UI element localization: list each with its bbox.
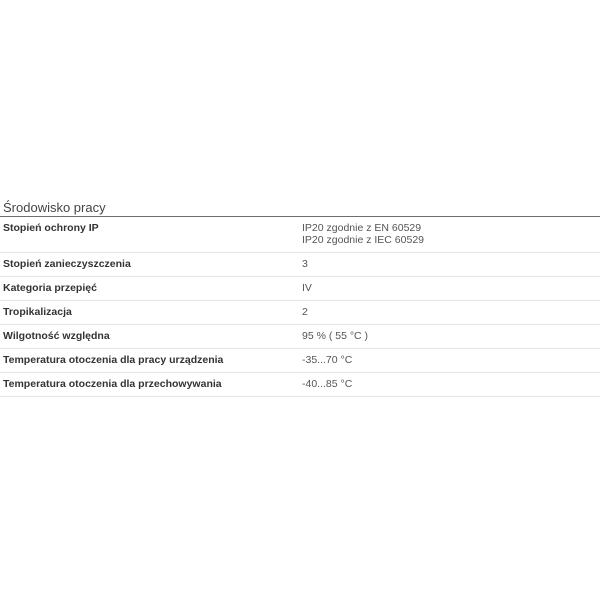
spec-value-line: 2: [302, 306, 308, 318]
spec-label: Stopień ochrony IP: [0, 217, 299, 253]
spec-label: Wilgotność względna: [0, 325, 299, 349]
spec-value: [299, 277, 600, 301]
spec-table: [0, 217, 600, 397]
spec-value-line: IP20 zgodnie z EN 60529: [302, 222, 422, 234]
table-row: [0, 253, 600, 277]
table-row: [0, 349, 600, 373]
spec-value: [299, 253, 600, 277]
spec-label: Kategoria przepięć: [0, 277, 299, 301]
spec-value-line: IP20 zgodnie z IEC 60529: [302, 234, 425, 246]
spec-value-line: 95 % ( 55 °C ): [302, 330, 369, 342]
spec-label: Stopień zanieczyszczenia: [0, 253, 299, 277]
section-title: Środowisko pracy: [0, 200, 600, 217]
spec-value: [299, 325, 600, 349]
spec-value-line: IV: [302, 282, 312, 294]
table-row: [0, 301, 600, 325]
table-row: [0, 277, 600, 301]
spec-value-line: -35...70 °C: [302, 354, 353, 366]
spec-value-line: -40...85 °C: [302, 378, 353, 390]
spec-label: Temperatura otoczenia dla pracy urządzenia: [0, 349, 299, 373]
environment-section: [0, 200, 600, 397]
spec-value: [299, 217, 600, 253]
spec-value: [299, 301, 600, 325]
spec-value: [299, 373, 600, 397]
spec-label: Temperatura otoczenia dla przechowywania: [0, 373, 299, 397]
table-row: [0, 217, 600, 253]
spec-value: [299, 349, 600, 373]
spec-value-line: 3: [302, 258, 308, 270]
table-row: [0, 373, 600, 397]
table-row: [0, 325, 600, 349]
spec-label: Tropikalizacja: [0, 301, 299, 325]
